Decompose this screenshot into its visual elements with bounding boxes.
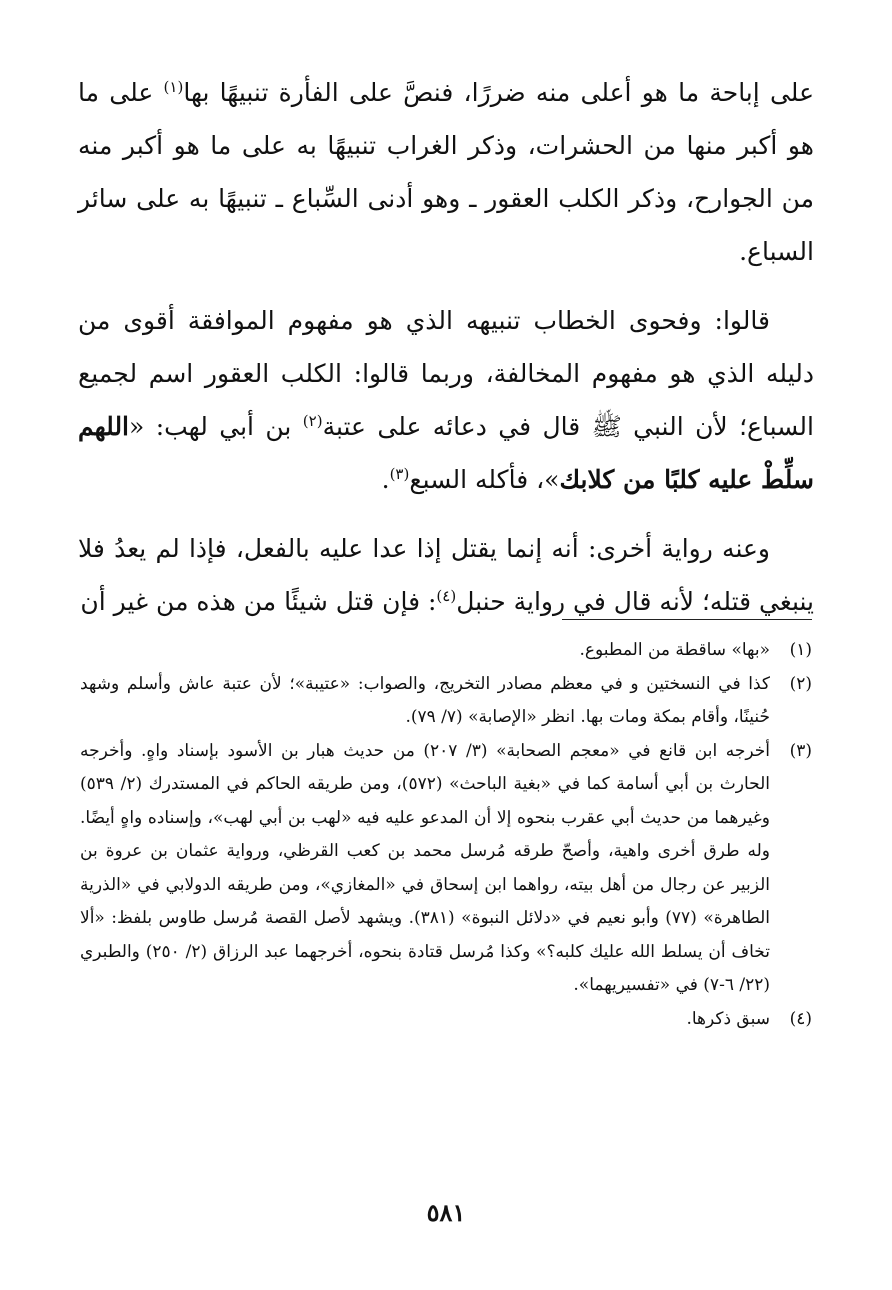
footnote-ref-1[interactable]: (١) (163, 78, 184, 96)
page-number: ٥٨١ (426, 1198, 466, 1227)
footnote-ref-2[interactable]: (٢) (302, 412, 323, 430)
footnote-text: سبق ذكرها. (686, 1008, 770, 1029)
footnote-ref-3[interactable]: (٣) (389, 465, 410, 483)
hadith-quote: اللهم سلِّطْ عليه كلبًا من كلابك (78, 412, 814, 494)
paragraph-2: قالوا: وفحوى الخطاب تنبيهه الذي هو مفهوم الموافقة أقوى من دليله الذي هو مفهوم المخالفة، وربما قالوا: الكلب العقور اسم لجميع السباع؛ لأن النبي ﷺ قال في دعائه على عتبة$^{(٢)}$ بن أبي لهب: «اللهم سلِّطْ عليه كلبًا من كلابك»، فأكله السبع$^{(٣)}$. (78, 306, 814, 494)
main-text (78, 66, 814, 628)
footnote-divider (562, 619, 812, 620)
footnote-4 (80, 1003, 812, 1037)
footnote-number: (٣) (789, 740, 812, 761)
footnote-text: كذا في النسختين و في معظم مصادر التخريج، والصواب: «عتيبة»؛ لأن عتبة عاش وأسلم وشهد حُنينًا، وأقام بمكة ومات بها. انظر «الإصابة» (٧/ ٧٩). (80, 673, 770, 727)
footnote-ref-4[interactable]: (٤) (436, 587, 457, 605)
footnote-text: «بها» ساقطة من المطبوع. (579, 640, 770, 660)
paragraph-1: على إباحة ما هو أعلى منه ضررًا، فنصَّ على الفأرة تنبيهًا بها$^{(١)}$ على ما هو أكبر منها من الحشرات، وذكر الغراب تنبيهًا به على ما هو أكبر منه من الجوارح، وذكر الكلب العقور ـ وهو أدنى السِّباع ـ تنبيهًا به على سائر السباع. (78, 78, 814, 266)
footnote-2 (80, 668, 812, 735)
footnote-1 (80, 634, 812, 668)
footnote-number: (١) (789, 640, 812, 660)
footnotes (80, 634, 812, 1036)
footnote-text: أخرجه ابن قانع في «معجم الصحابة» (٣/ ٢٠٧) من حديث هبار بن الأسود بإسناد واهٍ. وأخرجه الحارث بن أبي أسامة كما في «بغية الباحث» (٥٧٢)، ومن طريقه الحاكم في المستدرك (٢/ ٥٣٩) وغيرهما من حديث أبي عقرب بنحوه إلا أن المدعو عليه فيه «لهب بن أبي لهب»، وإسناده واهٍ أيضًا. وله طرق أخرى واهية، وأصحّ طرقه مُرسل محمد بن كعب القرظي، ورواية عثمان بن عروة بن الزبير عن رجال من أهل بيته، رواهما ابن إسحاق في «المغازي»، ومن طريقه الدولابي في «الذرية الطاهرة» (٧٧) وأبو نعيم في «دلائل النبوة» (٣٨١). ويشهد لأصل القصة مُرسل طاوس بلفظ: «ألا تخاف أن يسلط الله عليك كلبه؟» وكذا مُرسل قتادة بنحوه، أخرجهما عبد الرزاق (٢/ ٢٥٠) والطبري (٢٢/ ٦-٧) في «تفسيريهما». (80, 740, 771, 995)
footnote-number: (٢) (789, 673, 812, 694)
footnote-number: (٤) (789, 1008, 812, 1029)
paragraph-3: وعنه رواية أخرى: أنه إنما يقتل إذا عدا عليه بالفعل، فإذا لم يعدُ فلا ينبغي قتله؛ لأنه قال في رواية حنبل$^{(٤)}$: فإن قتل شيئًا من هذه من غير أن (78, 534, 814, 616)
footnote-3 (80, 735, 812, 1003)
